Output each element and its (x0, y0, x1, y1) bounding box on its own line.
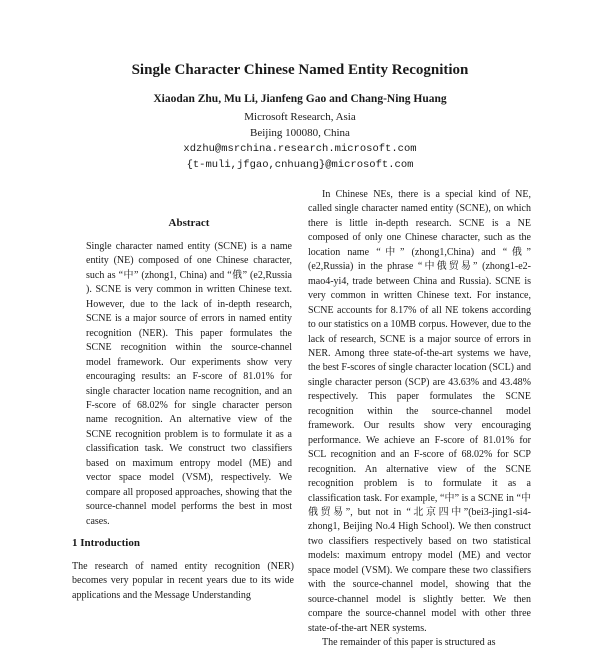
right-column-next-line: The remainder of this paper is structured as (322, 637, 496, 649)
section-heading-introduction: 1 Introduction (72, 537, 140, 549)
abstract-text: Single character named entity (SCNE) is a name entity (NE) composed of one Chinese character, such as “中” (zhong1, China) and “俄” (e2,Russia ). SCNE is very common in written Chinese text. However, due to the lack of in-depth research, SCNE is a major source of errors in named entity recognition (NER). This paper formulates the SCNE recognition within the source-channel model framework. Our experiments show very encouraging results: an F-score of 81.01% for single character location name recognition, and an F-score of 68.02% for single character person name recognition. An alternative view of the SCNE recognition problem is to formulate it as a classification task. We construct two classifiers based on maximum entropy model (ME) and vector space model (VSM), respectively. We compare all proposed approaches, showing that the source-channel model performs the best in most cases. (86, 241, 292, 527)
introduction-text: The research of named entity recognition (NER) becomes very popular in recent years due to its wide applications and the Message Understanding (72, 561, 294, 601)
abstract-heading: Abstract (168, 217, 210, 229)
affiliation-address: Beijing 100080, China (250, 127, 350, 139)
introduction-body (72, 560, 294, 603)
right-column (308, 188, 531, 651)
right-column-paragraph: In Chinese NEs, there is a special kind of NE, called single character named entity (SCNE), on which there is little in-depth research. SCNE is a NE composed of only one Chinese character, such as the location name “中” (zhong1,China) and “俄” (e2,Russia) in the phrase “中俄贸易” (zhong1-e2-mao4-yi4, trade between China and Russia). SCNE is very common in written Chinese text. For instance, SCNE accounts for 8.17% of all NE tokens according to our statistics on a 10MB corpus. However, due to the lack of research, SCNE is a major source of errors in NER. Among three state-of-the-art systems we have, the best F-scores of single character location (SCL) and single character person (SCP) are 43.63% and 43.48% respectively. This paper formulates the SCNE recognition within the source-channel model framework. Our results show very encouraging performance. We achieve an F-score of 81.01% for SCL recognition and an F-score of 68.02% for SCP recognition. An alternative view of the SCNE recognition problem is to formulate it as a classification task. For example, “中” is a SCNE in “中俄贸易”, but not in “北京四中”(bei3-jing1-si4-zhong1, Beijing No.4 High School). We then construct two classifiers respectively based on two statistical models: maximum entropy model (ME) and vector space model (VSM). We compare these two classifiers with the source-channel model, showing that the source-channel model is slightly better. We then compare the source-channel model with other three state-of-the-art NER systems. (308, 189, 531, 634)
affiliation-org: Microsoft Research, Asia (244, 111, 356, 123)
affiliation-email-1: xdzhu@msrchina.research.microsoft.com (183, 143, 417, 155)
affiliation-email-2: {t-muli,jfgao,cnhuang}@microsoft.com (186, 159, 414, 171)
author-list: Xiaodan Zhu, Mu Li, Jianfeng Gao and Chang-Ning Huang (153, 93, 447, 105)
abstract-body (86, 240, 292, 529)
paper-title: Single Character Chinese Named Entity Recognition (131, 62, 469, 78)
